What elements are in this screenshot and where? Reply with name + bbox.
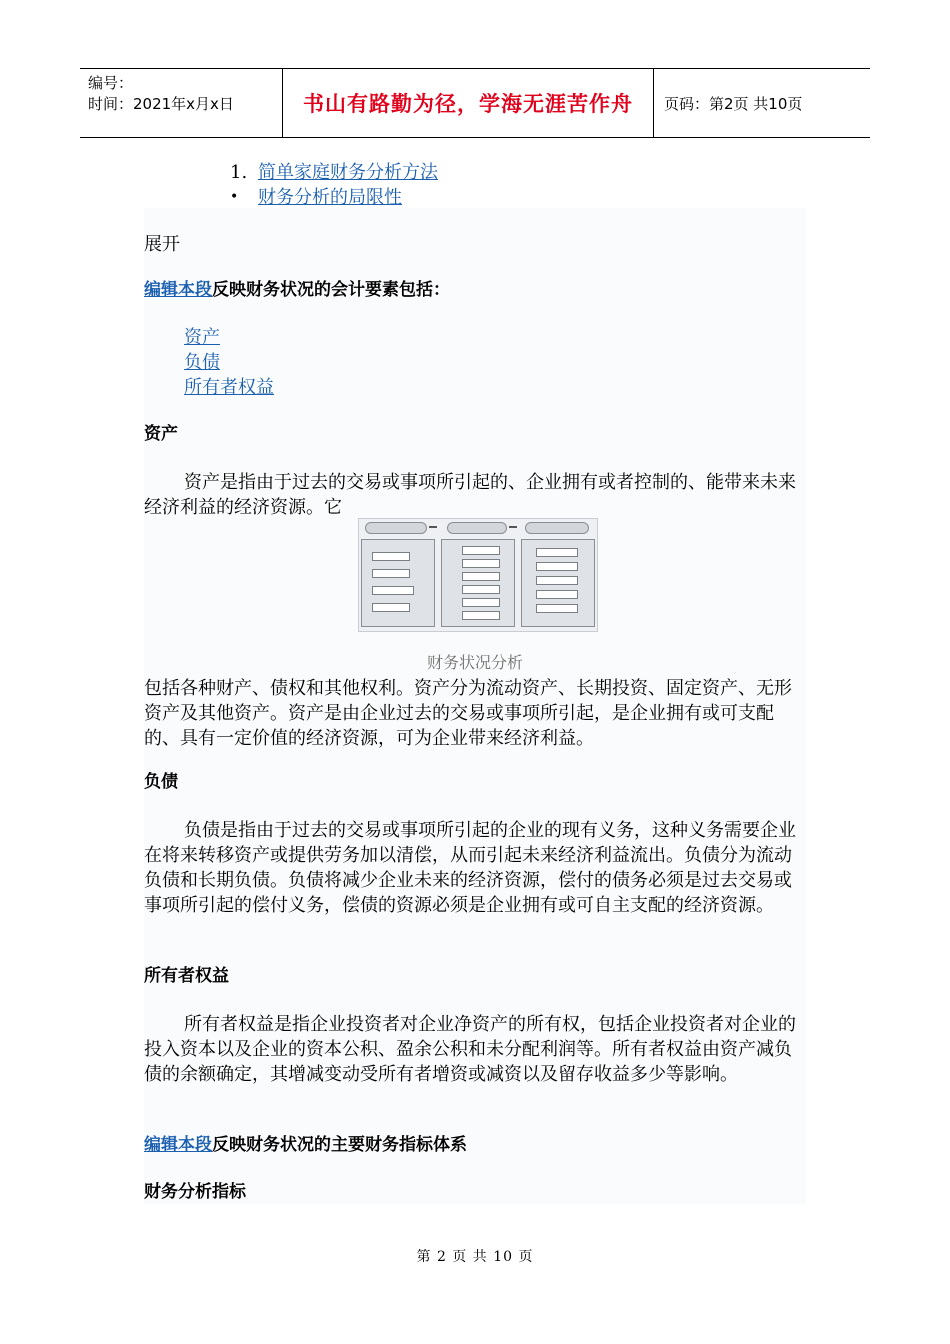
- liabilities-heading: 负债: [144, 772, 178, 792]
- diagram-column: [441, 539, 515, 627]
- link-assets[interactable]: 资产: [184, 327, 220, 348]
- diagram-box: [536, 548, 578, 557]
- header-page-info: 页码：第2页 共10页: [664, 94, 803, 113]
- diagram-box: [462, 611, 500, 620]
- financial-status-diagram: [358, 518, 598, 632]
- diagram-box: [536, 590, 578, 599]
- diagram-box: [462, 598, 500, 607]
- article-content: [144, 208, 806, 1204]
- header-motto: 书山有路勤为径，学海无涯苦作舟: [282, 69, 654, 137]
- equity-paragraph: 所有者权益是指企业投资者对企业净资产的所有权，包括企业投资者对企业的投入资本以及企业的资本公积、盈余公积和未分配利润等。所有者权益由资产减负债的余额确定，其增减变动受所有者增资或减资以及留存收益多少等影响。: [144, 1014, 796, 1085]
- edit-section-link[interactable]: 编辑本段: [144, 1135, 212, 1155]
- bullet-icon: •: [230, 189, 239, 205]
- diagram-box: [372, 603, 410, 612]
- section-title: 反映财务状况的会计要素包括：: [212, 280, 450, 300]
- arrow-icon: [429, 526, 437, 528]
- figure-caption: 财务状况分析: [426, 653, 523, 672]
- diagram-box: [536, 576, 578, 585]
- expand-toggle[interactable]: 展开: [144, 234, 180, 255]
- diagram-header-box: [365, 522, 427, 534]
- section-heading-elements: [144, 278, 450, 303]
- toc-item-number: 1.: [230, 162, 248, 183]
- link-liabilities[interactable]: 负债: [184, 352, 220, 373]
- diagram-column: [521, 539, 595, 627]
- diagram-box: [372, 586, 414, 595]
- toc-item: [230, 185, 438, 210]
- page-footer: 第 2 页 共 10 页: [416, 1249, 534, 1265]
- diagram-box: [462, 559, 500, 568]
- diagram-header-box: [447, 522, 507, 534]
- link-owners-equity[interactable]: 所有者权益: [184, 377, 274, 398]
- diagram-box: [372, 552, 410, 561]
- assets-paragraph-1: 资产是指由于过去的交易或事项所引起的、企业拥有或者控制的、能带来未来经济利益的经济资源。它: [144, 472, 796, 518]
- edit-section-link[interactable]: 编辑本段: [144, 280, 212, 300]
- diagram-box: [536, 562, 578, 571]
- page-header: [80, 68, 870, 138]
- section-heading-indicators: [144, 1133, 467, 1158]
- diagram-column: [361, 539, 435, 627]
- liabilities-paragraph: 负债是指由于过去的交易或事项所引起的企业的现有义务，这种义务需要企业在将来转移资产或提供劳务加以清偿，从而引起未来经济利益流出。负债分为流动负债和长期负债。负债将减少企业未来的经济资源，偿付的债务必须是过去交易或事项所引起的偿付义务，偿债的资源必须是企业拥有或可自主支配的经济资源。: [144, 820, 796, 916]
- time-label: 时间：2021年x月x日: [88, 95, 234, 113]
- toc-link-analysis-limitations[interactable]: 财务分析的局限性: [258, 187, 402, 208]
- diagram-header-box: [525, 522, 589, 534]
- element-links: [184, 325, 274, 400]
- toc-item: [230, 160, 438, 185]
- diagram-box: [462, 546, 500, 555]
- assets-heading: 资产: [144, 424, 178, 444]
- diagram-box: [536, 604, 578, 613]
- header-meta: [80, 69, 282, 137]
- equity-heading: 所有者权益: [144, 966, 229, 986]
- section-title: 反映财务状况的主要财务指标体系: [212, 1135, 467, 1155]
- indicators-heading: 财务分析指标: [144, 1182, 246, 1202]
- toc-link-simple-family-analysis[interactable]: 简单家庭财务分析方法: [258, 162, 438, 183]
- diagram-box: [462, 572, 500, 581]
- assets-paragraph-2: 包括各种财产、债权和其他权利。资产分为流动资产、长期投资、固定资产、无形资产及其他资产。资产是由企业过去的交易或事项所引起，是企业拥有或可支配的、具有一定价值的经济资源，可为企业带来经济利益。: [144, 678, 792, 749]
- diagram-box: [372, 569, 410, 578]
- toc-list: [230, 160, 438, 210]
- number-label: 编号：: [88, 74, 134, 92]
- diagram-box: [462, 585, 500, 594]
- arrow-icon: [509, 526, 517, 528]
